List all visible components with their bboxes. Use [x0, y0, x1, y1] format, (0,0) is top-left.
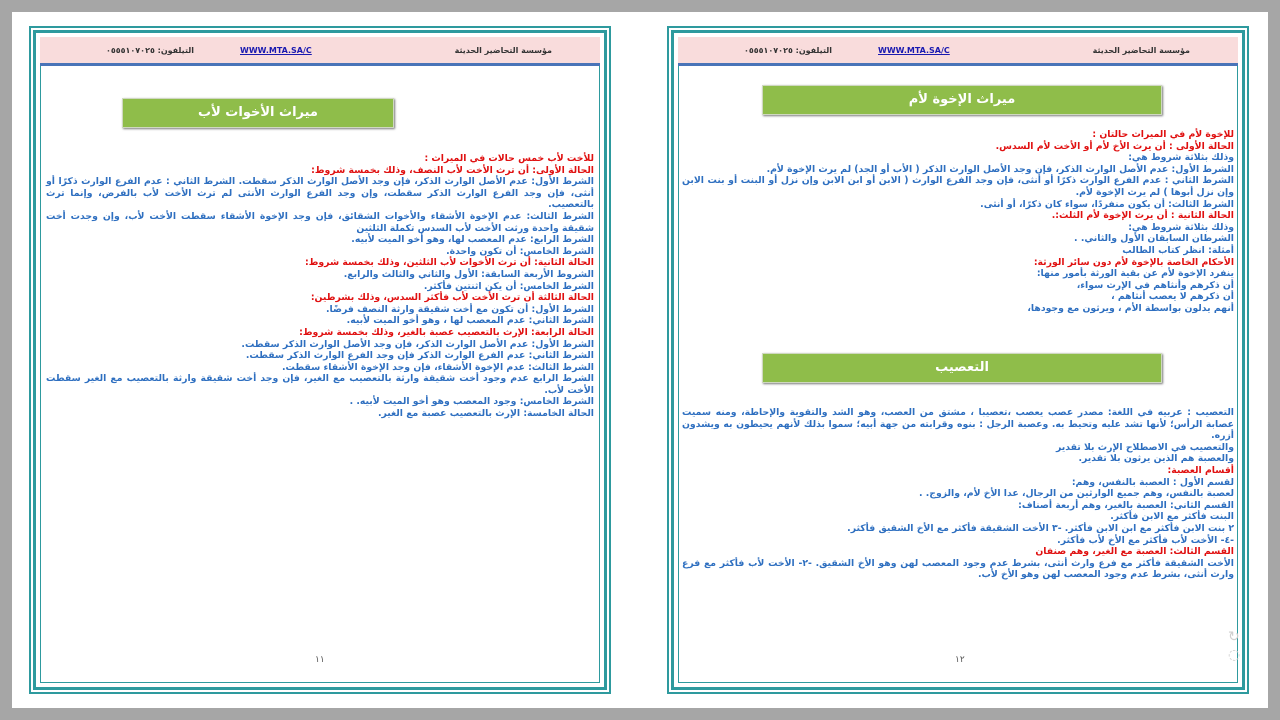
text-line: ينفرد الإخوة لأم عن بقية الورثة بأمور منها:: [1036, 268, 1234, 280]
text-line: الأحكام الخاصة بالإخوة لأم دون سائر الورثة:: [1033, 256, 1234, 268]
section-title-2: التعصيب: [935, 360, 989, 375]
header-org: مؤسسة التحاضير الحديثة: [1092, 46, 1190, 55]
page-left: [33, 30, 607, 690]
text-line: للإخوة لأم في الميراث حالتان :: [1092, 129, 1234, 140]
page-number: ١١: [315, 655, 325, 665]
page-right: [671, 30, 1245, 690]
text-line: الحالة الثالثة أن ترث الأخت لأب فأكثر السدس، وذلك بشرطين:: [310, 292, 594, 304]
page-body-text: [46, 153, 594, 420]
page-body-text-2: [682, 407, 1234, 581]
text-line: لعصبة بالنفس، وهم جميع الوارثين من الرجال، عدا الأخ لأم، والزوج. .: [919, 488, 1234, 500]
text-line: الشرط الأول: أن تكون مع أخت شقيقة وارثة النصف فرضًا.: [326, 303, 594, 315]
text-line: الأخت الشقيقة فأكثر مع فرع وارث أنثى، بشرط عدم وجود المعصب لهن وهو الأخ الشقيق. -٢- الأخت لأب فأكثر مع فرع وارث أنثى، بشرط عدم وجود المعصب لهن وهو الأخ لأب.: [682, 557, 1234, 581]
text-line: الشرط الخامس: وجود المعصب وهو أخو الميت لأبيه. .: [349, 396, 594, 408]
text-line: الحالة الأولى : أن يرث الأخ لأم أو الأخت لأم السدس.: [995, 140, 1234, 152]
text-line: أن ذكرهم وأنثاهم في الإرث سواء،: [1076, 279, 1234, 291]
page-body-text: [682, 129, 1234, 315]
text-line: الشرطان السابقان الأول والثاني. .: [1074, 233, 1234, 245]
header-url-link[interactable]: WWW.MTA.SA/C: [878, 46, 950, 55]
text-line: الشرط الثالث: عدم الإخوة الأشقاء والأخوات الشقائق، فإن وجد الإخوة الأشقاء سقطت الأخت لأب، وإن وجدت أخت شقيقة واحدة ورثت الأخت لأب السدس تكملة الثلثين: [46, 210, 594, 234]
corner-watermark-icon: ↻ ◌: [1228, 629, 1241, 663]
text-line: -٤- الأخت لأب فأكثر مع الأخ لأب فأكثر.: [1057, 534, 1234, 546]
text-line: وذلك بثلاثة شروط هي:: [1128, 221, 1234, 233]
text-line: الشروط الأربعة السابقة: الأول والثاني والثالث والرابع.: [343, 268, 594, 280]
section-title-banner: [762, 85, 1162, 115]
text-line: الشرط الثاني : عدم الفرع الوارث ذكرًا أو أنثى، فإن وجد الفرع الوارث ( الابن أو ابن الابن وإن نزل أو البنت أو بنت الابن وإن نزل أبوها ) لم يرث الإخوة لأم.: [682, 175, 1234, 198]
text-line: الشرط الأول: عدم الأصل الوارث الذكر، فإن وجد الأصل الوارث الذكر سقطت. الشرط الثاني : عدم الفرع الوارث ذكرًا أو أنثى، فإن وجد الفرع الوارث الذكر سقطت، وإن وجد الفرع الوارث الأنثى لم ترث الأخت لأب بالفرض، وإنما ترث بالتعصيب.: [46, 176, 594, 211]
text-line: أن ذكرهم لا يعصب أنثاهم ،: [1111, 291, 1234, 303]
text-line: الحالة الرابعة: الإرث بالتعصيب عصبة بالغير، وذلك بخمسة شروط:: [299, 326, 594, 338]
text-line: الشرط الرابع: عدم المعصب لها، وهو أخو الميت لأبيه.: [351, 234, 594, 246]
text-line: الشرط الثاني: عدم الفرع الوارث الذكر فإن وجد الفرع الوارث الذكر سقطت.: [245, 350, 594, 362]
page-number: ١٢: [955, 655, 965, 665]
text-line: الشرط الخامس: أن يكن اثنتين فأكثر.: [423, 280, 594, 292]
text-line: الشرط الثالث: أن يكون منفردًا، سواء كان ذكرًا، أو أنثى.: [980, 198, 1234, 210]
text-line: القسم الثاني: العصبة بالغير، وهم أربعة أصناف:: [1018, 499, 1234, 511]
text-line: الشرط الخامس: أن تكون واحدة.: [446, 245, 594, 257]
header-url-link[interactable]: WWW.MTA.SA/C: [240, 46, 312, 55]
text-line: الحالة الثانية: أن ترث الأخوات لأب الثلثين، وذلك بخمسة شروط:: [305, 257, 594, 269]
text-line: الشرط الأول: عدم الأصل الوارث الذكر، فإن وجد الأصل الوارث الذكر ( الأب أو الجد) لم يرث الإخوة لأم.: [766, 163, 1234, 175]
text-line: القسم الثالث: العصبة مع الغير، وهم صنفان: [1035, 546, 1234, 558]
text-line: الشرط الرابع عدم وجود أخت شقيقة وارثة بالتعصيب مع الغير، فإن وجد أخت شقيقة وارثة بالتعصيب مع الغير سقطت الأخت لأب.: [46, 373, 594, 396]
text-line: وذلك بثلاثة شروط هي:: [1128, 152, 1234, 164]
text-line: والعصبة هم الذين يرثون بلا تقدير.: [1078, 453, 1234, 465]
text-line: التعصيب : عربيه في اللغة: مصدر عصب يعصب ،تعصيبا ، مشتق من العصب، وهو الشد والتقوية والإحاطة، ومنه سميت عصابة الرأس؛ لأنها تشد عليه وتحيط به. وعصبة الرجل : بنوه وقرابته من جهة أبيه؛ سموا بذلك لأنهم يحيطون به ويشدون أزره.: [682, 407, 1234, 442]
text-line: الشرط الثاني: عدم المعصب لها ، وهو أخو الميت لأبيه.: [346, 315, 594, 327]
header-org: مؤسسة التحاضير الحديثة: [454, 46, 552, 55]
section-title: ميراث الأخوات لأب: [198, 105, 318, 120]
page-header: [678, 37, 1238, 66]
text-line: أنهم يدلون بواسطة الأم ، ويرثون مع وجودها،: [1027, 302, 1234, 314]
text-line: الشرط الثالث: عدم الإخوة الأشقاء، فإن وجد الإخوة الأشقاء سقطت.: [281, 361, 594, 373]
text-line: أمثلة: انظر كتاب الطالب: [1122, 244, 1234, 256]
text-line: الحالة الخامسة: الإرث بالتعصيب عصبة مع الغير.: [377, 408, 594, 420]
header-phone: التيلفون: ٠٥٥٥١٠٧٠٢٥: [744, 46, 832, 55]
text-line: الحالة الأولى: أن ترث الأخت لأب النصف، وذلك بخمسة شروط:: [311, 164, 594, 176]
text-line: للأخت لأب خمس حالات في الميراث :: [424, 153, 594, 164]
text-line: والتعصيب في الاصطلاح الإرث بلا تقدير: [1055, 441, 1234, 453]
text-line: لقسم الأول : العصبة بالنفس، وهم:: [1071, 476, 1234, 488]
text-line: الشرط الأول: عدم الأصل الوارث الذكر، فإن وجد الأصل الوارث الذكر سقطت.: [241, 338, 594, 350]
text-line: البنت فأكثر مع الابن فأكثر.: [1110, 511, 1234, 523]
text-line: أقسام العصبة:: [1167, 464, 1234, 476]
header-phone: التيلفون: ٠٥٥٥١٠٧٠٢٥: [106, 46, 194, 55]
page-header: [40, 37, 600, 66]
section-title-banner: [122, 98, 394, 128]
section-title-banner-2: [762, 353, 1162, 383]
section-title: ميراث الإخوة لأم: [908, 92, 1016, 107]
text-line: ٢ بنت الابن فأكثر مع ابن الابن فأكثر. -٣ الأخت الشقيقة فأكثر مع الأخ الشقيق فأكثر.: [847, 522, 1234, 534]
text-line: الحالة الثانية : أن يرث الإخوة لأم الثلث:.: [1051, 210, 1234, 222]
